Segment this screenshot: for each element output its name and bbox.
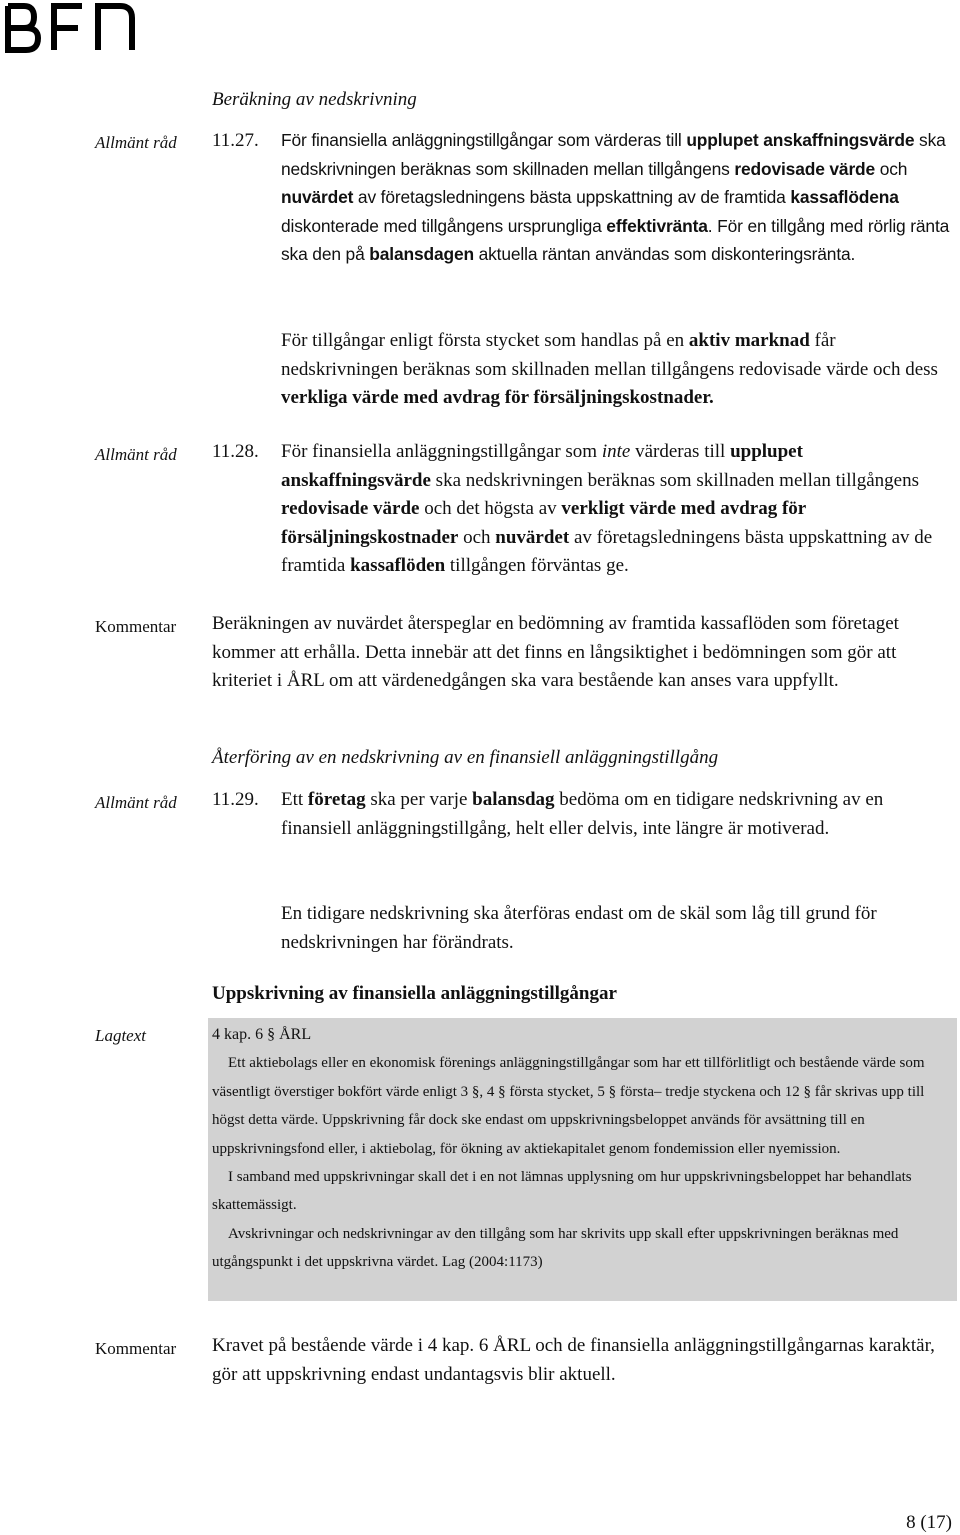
section-heading-uppskrivning: Uppskrivning av finansiella anläggningstillgångar [212,983,617,1004]
margin-label-kommentar: Kommentar [95,617,177,636]
margin-label-allmant-rad: Allmänt råd [95,793,177,812]
margin-label-lagtext: Lagtext [95,1026,146,1045]
page-number: 8 (17) [906,1512,952,1533]
lagtext-paragraph-1: Ett aktiebolags eller en ekonomisk förenings anläggningstillgångar som har ett tillförlitligt och bestående värde som väsentligt överstiger bokfört värde enligt 3 §, 4 § första stycket, 5 § första– tredje styckena och 12 § får skrivas upp till högst detta värde. Uppskrivning får dock ske endast om uppskrivningsbeloppet används för avsättning till en uppskrivningsfond eller, i aktiebolag, för ökning av aktiekapitalet genom fondemission eller nyemission. [212,1055,925,1157]
kommentar-text-2: Kravet på bestående värde i 4 kap. 6 ÅRL och de finansiella anläggningstillgångarnas karaktär, gör att uppskrivning endast undantagsvis blir aktuell. [212,1335,935,1385]
bfn-logo [2,0,142,61]
paragraph-number: 11.29. [212,789,259,810]
paragraph-11-29: Ett företag ska per varje balansdag bedöma om en tidigare nedskrivning av en finansiell anläggningstillgång, helt eller delvis, inte längre är motiverad. [281,789,884,839]
paragraph-number: 11.27. [212,130,259,151]
paragraph-number: 11.28. [212,441,259,462]
section-heading-nedskrivning: Beräkning av nedskrivning [212,89,417,110]
lagtext-reference: 4 kap. 6 § ÅRL [212,1026,312,1043]
paragraph-11-29-second: En tidigare nedskrivning ska återföras endast om de skäl som låg till grund för nedskrivningen har förändrats. [281,903,877,953]
margin-label-kommentar: Kommentar [95,1339,177,1358]
lagtext-paragraph-3: Avskrivningar och nedskrivningar av den tillgång som har skrivits upp skall efter uppskrivningen beräknas med utgångspunkt i det uppskrivna värdet. Lag (2004:1173) [212,1225,899,1271]
lagtext-box [208,1018,957,1301]
kommentar-text-1: Beräkningen av nuvärdet återspeglar en bedömning av framtida kassaflöden som företaget kommer att erhålla. Detta innebär att det finns en långsiktighet i bedömningen som gör att kriteriet i ÅRL om att värdenedgången ska vara bestående kan anses vara uppfyllt. [212,613,899,692]
lagtext-paragraph-2: I samband med uppskrivningar skall det i en not lämnas upplysning om hur uppskrivningsbeloppet har behandlats skattemässigt. [212,1169,912,1214]
paragraph-11-28: För finansiella anläggningstillgångar som inte värderas till upplupet anskaffningsvärde ska nedskrivningen beräknas som skillnaden mellan tillgångens redovisade värde och det högsta av verkligt värde med avdrag för försäljningskostnader och nuvärdet av företagsledningens bästa uppskattning av de framtida kassaflöden tillgången förväntas ge. [281,441,933,577]
paragraph-11-27: För finansiella anläggningstillgångar som värderas till upplupet anskaffningsvärde ska nedskrivningen beräknas som skillnaden mellan tillgångens redovisade värde och nuvärdet av företagsledningens bästa uppskattning av de framtida kassaflödena diskonterade med tillgångens ursprungliga effektivränta. För en tillgång med rörlig ränta ska den på balansdagen aktuella räntan användas som diskonteringsränta. [281,130,950,265]
section-heading-aterforing: Återföring av en nedskrivning av en finansiell anläggningstillgång [212,747,719,768]
margin-label-allmant-rad: Allmänt råd [95,445,177,464]
margin-label-allmant-rad: Allmänt råd [95,133,177,152]
paragraph-11-27-second: För tillgångar enligt första stycket som handlas på en aktiv marknad får nedskrivningen beräknas som skillnaden mellan tillgångens redovisade värde och dess verkliga värde med avdrag för försäljningskostnader. [281,330,938,409]
